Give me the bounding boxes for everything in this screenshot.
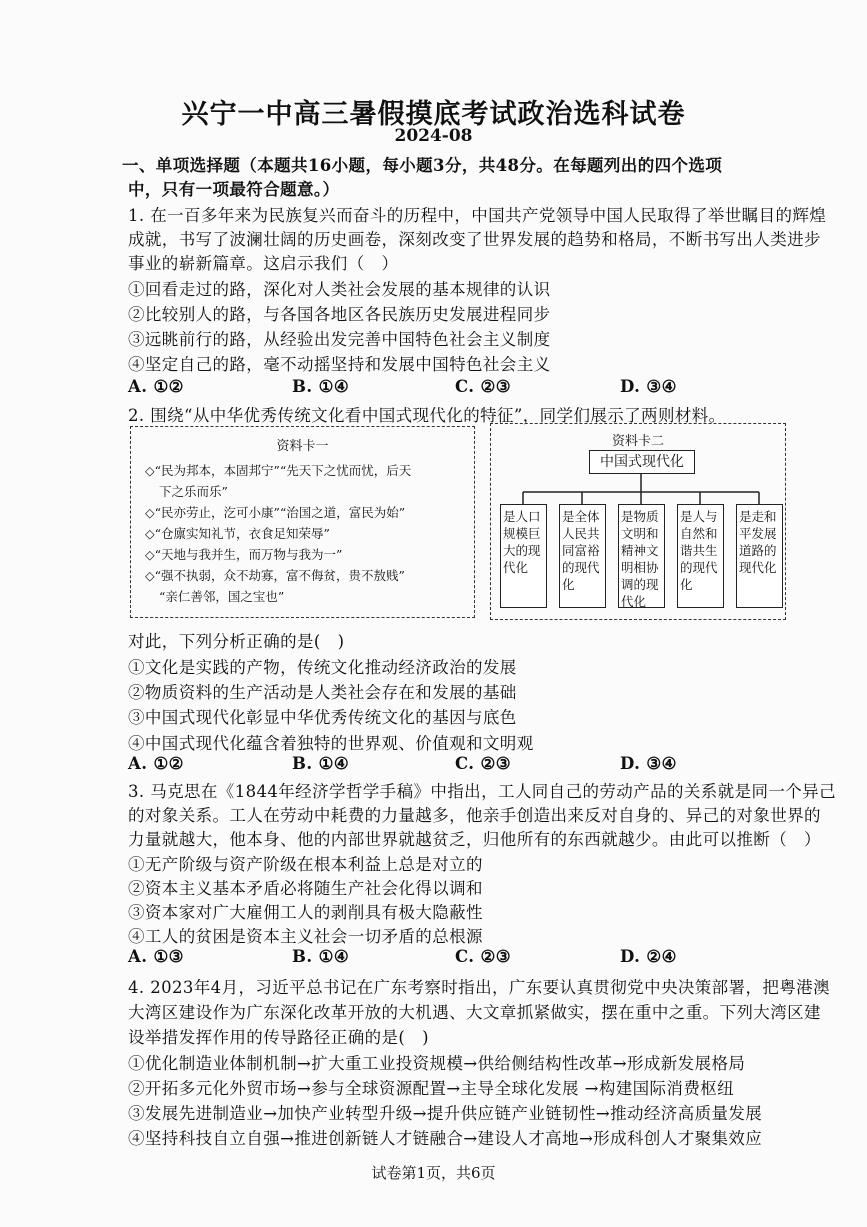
- card1-line: ◇“强不执弱，众不劫寡，富不侮贫，贵不敖贱”: [145, 568, 405, 583]
- q1-item-2: ②比较别人的路，与各国各地区各民族历史发展进程同步: [128, 305, 551, 324]
- card2-title: 资料卡二: [611, 434, 664, 449]
- q1-option-d: D. ③④: [620, 377, 677, 396]
- material-card-2: [490, 423, 786, 620]
- card1-line: ◇“民亦劳止，汔可小康”“治国之道，富民为始”: [145, 505, 406, 520]
- tree-root: 中国式现代化: [589, 450, 695, 474]
- q4-item-2: ②开拓多元化外贸市场→参与全球资源配置→主导全球化发展 →构建国际消费枢纽: [128, 1079, 735, 1098]
- material-card-1: [130, 426, 475, 618]
- section-header-line1: 一、单项选择题（本题共16小题，每小题3分，共48分。在每题列出的四个选项: [122, 156, 723, 175]
- q4-stem-line1: 4. 2023年4月，习近平总书记在广东考察时指出，广东要认真贯彻党中央决策部署，把粤港澳: [128, 978, 830, 997]
- exam-title: 兴宁一中高三暑假摸底考试政治选科试卷: [181, 99, 686, 130]
- tree-leaf-2: 是全体人民共同富裕的现代化: [559, 504, 606, 608]
- q3-option-a: A. ①③: [128, 947, 184, 966]
- q2-prompt: 对此，下列分析正确的是( ): [128, 632, 345, 651]
- q1-option-c: C. ②③: [455, 377, 511, 396]
- q2-item-3: ③中国式现代化彰显中华优秀传统文化的基因与底色: [128, 708, 517, 727]
- q2-stem: 2. 围绕“从中华优秀传统文化看中国式现代化的特征”，同学们展示了两则材料。: [128, 406, 726, 425]
- card1-line: ◇“天地与我并生，而万物与我为一”: [145, 547, 343, 562]
- q2-option-b: B. ①④: [292, 754, 350, 773]
- q4-item-4: ④坚持科技自立自强→推进创新链人才链融合→建设人才高地→形成科创人才聚集效应: [128, 1129, 763, 1148]
- q2-item-2: ②物质资料的生产活动是人类社会存在和发展的基础: [128, 683, 517, 702]
- tree-leaf-1: 是人口规模巨大的现代化: [500, 504, 547, 608]
- card1-line: ◇“仓廪实知礼节，衣食足知荣辱”: [145, 526, 330, 541]
- q4-stem-line3: 设举措发挥作用的传导路径正确的是( ): [128, 1028, 429, 1047]
- q2-item-4: ④中国式现代化蕴含着独特的世界观、价值观和文明观: [128, 734, 534, 753]
- exam-date: 2024-08: [394, 126, 473, 146]
- card1-line: ◇“民为邦本，本固邦宁”“先天下之忧而忧，后天: [145, 463, 412, 478]
- tree-leaf-5: 是走和平发展道路的现代化: [736, 504, 783, 608]
- q4-item-1: ①优化制造业体制机制→扩大重工业投资规模→供给侧结构性改革→形成新发展格局: [128, 1054, 746, 1073]
- page-footer: 试卷第1页，共6页: [371, 1164, 496, 1182]
- q1-item-3: ③远眺前行的路，从经验出发完善中国特色社会主义制度: [128, 330, 551, 349]
- q3-option-d: D. ②④: [620, 947, 677, 966]
- q2-item-1: ①文化是实践的产物，传统文化推动经济政治的发展: [128, 658, 517, 677]
- q3-option-b: B. ①④: [292, 947, 350, 966]
- tree-leaf-3: 是物质文明和精神文明相协调的现代化: [618, 504, 665, 608]
- q3-option-c: C. ②③: [455, 947, 511, 966]
- q3-stem-line3: 力量就越大，他本身、他的内部世界就越贫乏，归他所有的东西就越少。由此可以推断（ ）: [128, 830, 821, 849]
- q1-item-4: ④坚定自己的路，毫不动摇坚持和发展中国特色社会主义: [128, 355, 551, 374]
- q3-item-2: ②资本主义基本矛盾必将随生产社会化得以调和: [128, 879, 483, 898]
- q1-stem-line1: 1. 在一百多年来为民族复兴而奋斗的历程中，中国共产党领导中国人民取得了举世瞩目的辉煌: [128, 206, 827, 225]
- section-header-line2: 中，只有一项最符合题意。）: [128, 180, 340, 199]
- q3-item-1: ①无产阶级与资产阶级在根本利益上总是对立的: [128, 855, 483, 874]
- card1-line: “亲仁善邻，国之宝也”: [159, 589, 285, 604]
- q2-option-c: C. ②③: [455, 754, 511, 773]
- card1-title: 资料卡一: [276, 439, 329, 454]
- q1-item-1: ①回看走过的路，深化对人类社会发展的基本规律的认识: [128, 280, 551, 299]
- q3-item-3: ③资本家对广大雇佣工人的剥削具有极大隐蔽性: [128, 903, 483, 922]
- q3-stem-line2: 的对象关系。工人在劳动中耗费的力量越多，他亲手创造出来反对自身的、异己的对象世界的: [128, 806, 821, 825]
- q1-stem-line2: 成就，书写了波澜壮阔的历史画卷，深刻改变了世界发展的趋势和格局，不断书写出人类进步: [128, 230, 821, 249]
- q1-stem-line3: 事业的崭新篇章。这启示我们（ ）: [128, 254, 399, 273]
- q1-option-a: A. ①②: [128, 377, 184, 396]
- q4-item-3: ③发展先进制造业→加快产业转型升级→提升供应链产业链韧性→推动经济高质量发展: [128, 1104, 763, 1123]
- q1-option-b: B. ①④: [292, 377, 350, 396]
- q3-item-4: ④工人的贫困是资本主义社会一切矛盾的总根源: [128, 927, 483, 946]
- q2-option-d: D. ③④: [620, 754, 677, 773]
- q2-option-a: A. ①②: [128, 754, 184, 773]
- q3-stem-line1: 3. 马克思在《1844年经济学哲学手稿》中指出，工人同自己的劳动产品的关系就是同一个异己: [128, 782, 836, 801]
- tree-leaf-4: 是人与自然和谐共生的现代化: [677, 504, 724, 608]
- q4-stem-line2: 大湾区建设作为广东深化改革开放的大机遇、大文章抓紧做实，摆在重中之重。下列大湾区建: [128, 1003, 821, 1022]
- card1-line: 下之乐而乐”: [159, 484, 228, 499]
